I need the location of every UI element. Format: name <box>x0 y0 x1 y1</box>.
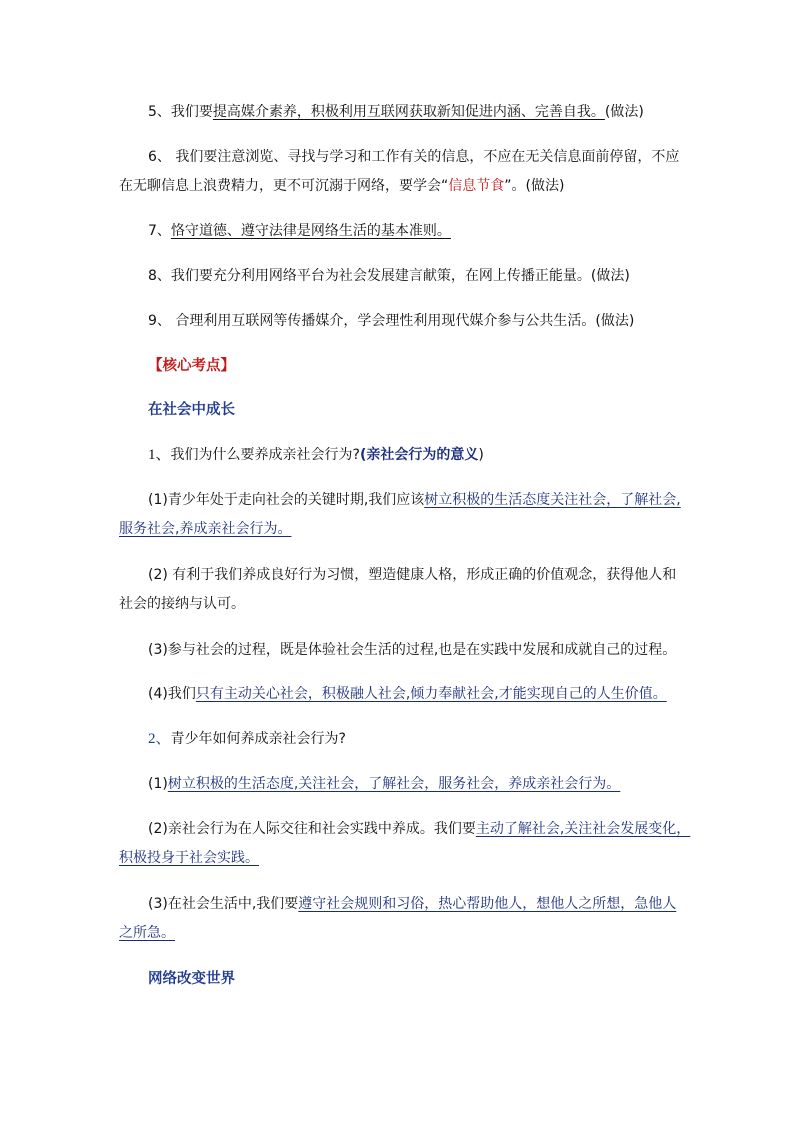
section-heading: 网络改变世界 <box>148 971 235 987</box>
section-heading: 在社会中成长 <box>148 402 235 418</box>
answer-1-4: (4)我们只有主动关心社会，积极融人社会,倾力奉献社会,才能实现自己的人生价值。 <box>148 686 667 702</box>
answer-2-3-line1: (3)在社会生活中,我们要遵守社会规则和习俗，热心帮助他人，想他人之所想，急他人 <box>148 896 677 912</box>
answer-1-1-line1: (1)青少年处于走向社会的关键时期,我们应该树立积极的生活态度关注社会，了解社会, <box>148 492 681 508</box>
underlined-text: 服务社会,养成亲社会行为。 <box>119 521 292 537</box>
answer-2-2-line2 <box>119 845 689 872</box>
answer-2-2-line1: (2)亲社会行为在人际交往和社会实践中养成。我们要主动了解社会,关注社会发展变化， <box>148 821 691 837</box>
item-7: 7、恪守道德、遵守法律是网络生活的基本准则。 <box>148 223 451 239</box>
question-2: 2、青少年如何养成亲社会行为? <box>148 731 346 747</box>
underlined-text: 树立积极的生活态度关注社会，了解社会, <box>424 492 681 508</box>
item-5: 5、我们要提高媒介素养，积极利用互联网获取新知促进内涵、完善自我。(做法) <box>148 104 644 120</box>
item-8: 8、我们要充分利用网络平台为社会发展建言献策，在网上传播正能量。(做法) <box>148 268 630 284</box>
underlined-text: 遵守社会规则和习俗，热心帮助他人，想他人之所想，急他人 <box>298 896 677 912</box>
answer-2-3-line2 <box>119 920 689 947</box>
item-9: 9、 合理利用互联网等传播媒介，学会理性利用现代媒介参与公共生活。(做法) <box>148 313 635 329</box>
underlined-text: 主动了解社会,关注社会发展变化， <box>475 821 691 837</box>
answer-1-2-line1: (2) 有利于我们养成良好行为习惯，塑造健康人格，形成正确的价值观念，获得他人和 <box>148 567 677 583</box>
underlined-text: 恪守道德、遵守法律是网络生活的基本准则。 <box>170 223 451 239</box>
core-title: 【核心考点】 <box>148 358 235 374</box>
item-6-line1: 6、 我们要注意浏览、寻找与学习和工作有关的信息，不应在无关信息面前停留，不应 <box>148 149 680 165</box>
underlined-text: 之所急。 <box>119 925 175 941</box>
answer-2-1: (1)树立积极的生活态度,关注社会，了解社会，服务社会，养成亲社会行为。 <box>148 776 621 792</box>
highlight-text: 信息节食 <box>448 178 505 194</box>
underlined-text: 提高媒介素养，积极利用互联网获取新知促进内涵、完善自我。 <box>212 104 605 120</box>
answer-1-1-line2 <box>119 516 689 543</box>
answer-1-2-line2: 社会的接纳与认可。 <box>119 596 245 612</box>
underlined-text: 积极投身于社会实践。 <box>119 850 259 866</box>
answer-1-3: (3)参与社会的过程，既是体验社会生活的过程,也是在实践中发展和成就自己的过程。 <box>148 642 677 658</box>
underlined-text: 树立积极的生活态度,关注社会，了解社会，服务社会，养成亲社会行为。 <box>167 776 621 792</box>
underlined-text: 只有主动关心社会，积极融人社会,倾力奉献社会,才能实现自己的人生价值。 <box>195 686 667 702</box>
question-1: 1、我们为什么要养成亲社会行为?(亲社会行为的意义) <box>148 447 484 463</box>
item-6-line2: 在无聊信息上浪费精力，更不可沉溺于网络，要学会“信息节食”。(做法) <box>119 178 565 194</box>
